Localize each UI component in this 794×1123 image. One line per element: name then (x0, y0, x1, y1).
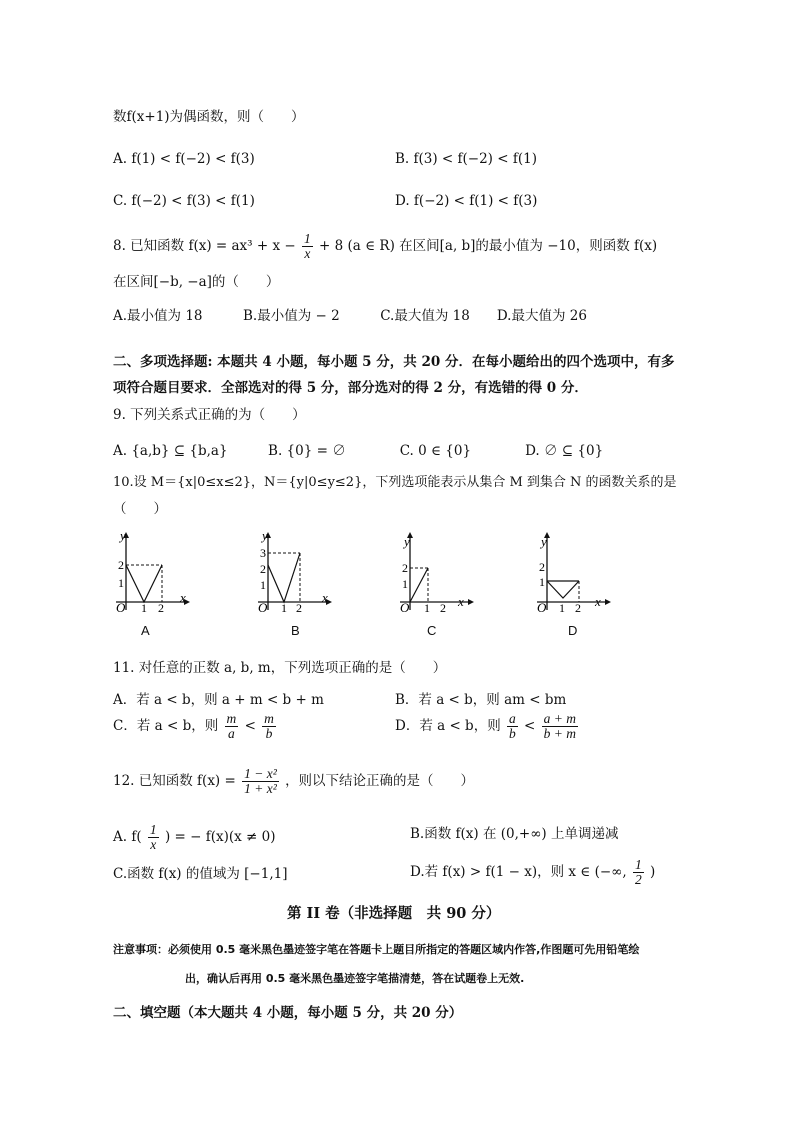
q8-stem-line2: 在区间[−b, −a]的（ ） (113, 274, 280, 290)
q12-option-d (410, 858, 655, 887)
q7-option-b: B. f(3) < f(−2) < f(1) (395, 151, 537, 167)
q11-stem: 11. 对任意的正数 a, b, m，下列选项正确的是（ ） (113, 660, 447, 676)
graph-b-y-tick-3: 3 (260, 546, 266, 560)
q8-frac-num: 1 (303, 231, 311, 246)
q11-d-lt: < (524, 718, 536, 734)
q11-d-num2: a + m (543, 711, 577, 726)
part2-note-line1: 注意事项：必须使用 0.5 毫米黑色墨迹签字笔在答题卡上题目所指定的答题区域内作答,作图题可先用铅笔绘 (113, 943, 640, 956)
q11-option-a: A．若 a < b，则 a + m < b + m (113, 692, 324, 708)
q12-stem-post: ，则以下结论正确的是（ ） (285, 773, 475, 789)
q12-a-den: x (150, 837, 157, 852)
graph-d-x-tick-1: 1 (559, 601, 565, 612)
graph-b-x-tick-2: 2 (296, 601, 302, 612)
graph-c-x-label: x (458, 594, 464, 609)
q12-frac-num: 1 − x² (244, 766, 277, 781)
q11-c-lt: < (244, 718, 256, 734)
graph-b (254, 528, 334, 612)
graph-a-x-tick-1: 1 (141, 601, 147, 612)
q8-stem-post: + 8 (a ∈ R) 在区间[a, b]的最小值为 −10，则函数 f(x) (319, 238, 658, 254)
graph-a (112, 528, 192, 612)
graph-c-x-tick-1: 1 (424, 601, 430, 612)
q11-c-den2: b (265, 726, 273, 741)
q9-stem: 9. 下列关系式正确的为（ ） (113, 407, 306, 423)
graph-c-x-tick-2: 2 (440, 601, 446, 612)
q12-a-frac (148, 823, 159, 852)
graph-a-x-label: x (180, 590, 186, 605)
q12-d-den: 2 (634, 872, 642, 887)
graph-b-x-label: x (322, 590, 328, 605)
q11-c-num2: m (264, 711, 274, 726)
q11-d-frac2 (542, 712, 578, 741)
q7-option-a: A. f(1) < f(−2) < f(3) (113, 151, 255, 167)
graph-a-label: A (141, 623, 150, 638)
q12-a-num: 1 (149, 822, 157, 837)
graph-c-y-label: y (404, 534, 410, 549)
graph-c-y-tick-2: 2 (402, 561, 408, 575)
part2-title: 第 II 卷（非选择题 共 90 分） (287, 905, 501, 922)
graph-b-label: B (291, 623, 300, 638)
q11-c-pre: C．若 a < b，则 (113, 718, 219, 734)
graph-d-y-tick-1: 1 (539, 575, 545, 589)
graph-b-origin: O (258, 600, 268, 612)
graph-b-x-tick-1: 1 (281, 601, 287, 612)
graph-a-x-tick-2: 2 (158, 601, 164, 612)
graph-d-y-tick-2: 2 (539, 560, 545, 574)
q12-d-frac (633, 858, 644, 887)
q11-d-pre: D．若 a < b，则 (395, 718, 501, 734)
q8-stem (113, 232, 657, 261)
q9-options: A. {a,b} ⊆ {b,a} B. {0} = ∅ C. 0 ∈ {0} D. ∅ ⊆ {0} (113, 443, 604, 459)
graph-b-y-tick-2: 2 (260, 562, 266, 576)
section2-header-line1: 二、多项选择题: 本题共 4 小题，每小题 5 分，共 20 分．在每小题给出的四个选项中，有多 (113, 354, 675, 370)
graph-d (533, 528, 613, 612)
q8-fraction (302, 232, 313, 261)
q11-d-den1: b (509, 726, 516, 741)
q8-frac-den: x (304, 246, 311, 261)
q12-a-post: ) = − f(x)(x ≠ 0) (164, 829, 276, 845)
graph-a-y-tick-2: 2 (118, 558, 124, 572)
part2-note-line2: 出，确认后再用 0.5 毫米黑色墨迹签字笔描清楚，答在试题卷上无效. (185, 972, 525, 985)
q11-option-c (113, 712, 278, 741)
q12-option-b: B.函数 f(x) 在 (0,+∞) 上单调递减 (410, 826, 619, 842)
q11-c-num1: m (226, 711, 237, 726)
q12-frac-den: 1 + x² (244, 781, 277, 796)
graph-a-origin: O (116, 600, 126, 612)
graph-c-label: C (427, 623, 437, 638)
graph-a-y-tick-1: 1 (118, 576, 124, 590)
q12-d-num: 1 (634, 857, 642, 872)
graph-c-y-tick-1: 1 (402, 577, 408, 591)
graph-d-y-label: y (541, 534, 547, 549)
graph-c-origin: O (400, 600, 410, 612)
q11-c-frac2 (262, 712, 276, 741)
graph-d-x-tick-2: 2 (575, 601, 581, 612)
q12-option-a (113, 823, 276, 852)
q11-option-d (395, 712, 580, 741)
q11-d-frac1 (507, 712, 518, 741)
graph-b-y-label: y (262, 528, 268, 543)
q12-d-pre: D.若 f(x) > f(1 − x)，则 x ∈ (−∞, (410, 864, 627, 880)
q12-stem (113, 767, 474, 796)
section2-header-line2: 项符合题目要求．全部选对的得 5 分，部分选对的得 2 分，有选错的得 0 分． (113, 380, 588, 396)
graph-d-origin: O (537, 600, 547, 612)
graph-d-label: D (568, 623, 578, 638)
q11-c-frac1 (225, 712, 239, 741)
q11-c-den1: a (228, 726, 235, 741)
q12-option-c: C.函数 f(x) 的值域为 [−1,1] (113, 866, 288, 882)
q10-paren: （ ） (113, 501, 167, 517)
graph-b-y-tick-1: 1 (260, 578, 266, 592)
q12-d-post: ) (650, 864, 656, 880)
q12-fraction (242, 767, 279, 796)
q8-stem-pre: 8. 已知函数 f(x) = ax³ + x − (113, 238, 296, 254)
q11-option-b: B．若 a < b，则 am < bm (395, 692, 567, 708)
fill-in-section-header: 二、填空题（本大题共 4 小题，每小题 5 分，共 20 分） (113, 1005, 463, 1021)
q11-d-num1: a (509, 711, 516, 726)
q7-stem-tail: 数f(x+1)为偶函数，则（ ） (113, 109, 305, 125)
q7-option-d: D. f(−2) < f(1) < f(3) (395, 193, 538, 209)
graph-c (396, 528, 476, 612)
q12-stem-pre: 12. 已知函数 f(x) = (113, 773, 236, 789)
graph-a-y-label: y (120, 528, 126, 543)
q8-options: A.最小值为 18 B.最小值为 − 2 C.最大值为 18 D.最大值为 26 (113, 308, 587, 324)
graph-d-x-label: x (595, 594, 601, 609)
q12-a-pre: A. f( (113, 829, 142, 845)
q10-stem: 10.设 M＝{x|0≤x≤2}，N＝{y|0≤y≤2}，下列选项能表示从集合 M 到集合 N 的函数关系的是 (113, 475, 677, 490)
q11-d-den2: b + m (543, 726, 577, 741)
q7-option-c: C. f(−2) < f(3) < f(1) (113, 193, 255, 209)
